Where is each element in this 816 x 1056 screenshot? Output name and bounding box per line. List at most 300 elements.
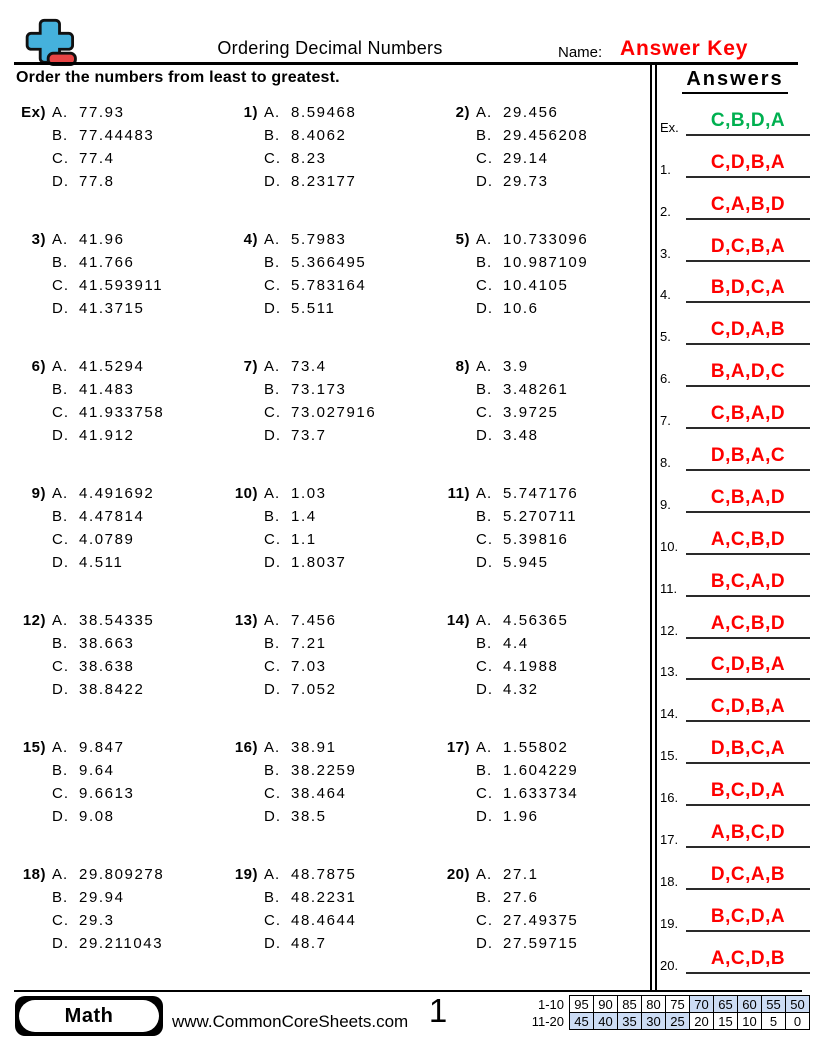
problem-option (264, 147, 356, 170)
answer-value: C,B,D,A (686, 110, 810, 136)
problem-options (476, 736, 578, 863)
option-value: 8.4062 (291, 127, 347, 144)
option-value: 9.6613 (79, 785, 135, 802)
problem-options (52, 355, 164, 482)
option-letter: B. (476, 635, 493, 652)
option-letter: B. (52, 254, 69, 271)
score-cell: 65 (714, 996, 738, 1013)
answer-number: 6. (660, 371, 671, 387)
problem-option (476, 274, 588, 297)
subject-label: Math (19, 1000, 159, 1032)
problem-options (264, 736, 356, 863)
problem-option (476, 401, 568, 424)
option-value: 5.747176 (503, 485, 579, 502)
option-letter: D. (52, 554, 69, 571)
score-table-body (532, 996, 810, 1030)
problem-options (52, 736, 134, 863)
score-cell: 20 (690, 1013, 714, 1030)
option-value: 48.4644 (291, 912, 357, 929)
option-letter: C. (52, 658, 69, 675)
problem-option (52, 805, 134, 828)
option-value: 5.7983 (291, 231, 347, 248)
problem-number: 16) (234, 739, 258, 756)
option-letter: B. (264, 127, 281, 144)
answer-row (660, 597, 810, 639)
answers-panel (660, 68, 810, 974)
option-value: 4.4 (503, 635, 529, 652)
option-value: 10.6 (503, 300, 539, 317)
problem (440, 736, 652, 863)
website-url: www.CommonCoreSheets.com (172, 1012, 409, 1031)
problem-number: 11) (447, 485, 470, 502)
option-value: 1.633734 (503, 785, 579, 802)
answer-value: C,D,B,A (686, 696, 810, 722)
answer-value: B,C,D,A (686, 780, 810, 806)
option-letter: C. (264, 912, 281, 929)
option-letter: A. (264, 358, 281, 375)
option-letter: A. (264, 104, 281, 121)
problem-option (52, 609, 154, 632)
option-value: 38.638 (79, 658, 135, 675)
answer-number: 7. (660, 413, 671, 429)
option-letter: D. (264, 808, 281, 825)
option-value: 3.48 (503, 427, 539, 444)
answer-row (660, 429, 810, 471)
problem-options (264, 863, 356, 990)
score-cell: 30 (642, 1013, 666, 1030)
problem-option (476, 424, 568, 447)
option-letter: A. (476, 612, 493, 629)
option-value: 77.4 (79, 150, 115, 167)
option-letter: A. (52, 485, 69, 502)
problem-option (264, 297, 366, 320)
option-value: 3.9 (503, 358, 529, 375)
option-value: 29.456208 (503, 127, 589, 144)
option-letter: D. (476, 300, 493, 317)
option-value: 4.47814 (79, 508, 145, 525)
option-value: 38.663 (79, 635, 135, 652)
problem-option (52, 505, 154, 528)
answer-row (660, 806, 810, 848)
answer-number: 3. (660, 245, 671, 261)
option-value: 9.08 (79, 808, 115, 825)
option-value: 41.912 (79, 427, 135, 444)
problem-option (476, 932, 578, 955)
option-letter: A. (264, 231, 281, 248)
option-value: 29.809278 (79, 866, 165, 883)
problem (16, 609, 228, 736)
option-letter: C. (264, 404, 281, 421)
option-letter: C. (52, 277, 69, 294)
option-letter: A. (52, 231, 69, 248)
option-value: 29.211043 (79, 935, 164, 952)
option-value: 41.766 (79, 254, 135, 271)
option-value: 27.59715 (503, 935, 579, 952)
answer-number: 10. (660, 538, 679, 554)
answer-value: C,B,A,D (686, 403, 810, 429)
answer-number: 2. (660, 203, 671, 219)
problem-option (264, 782, 356, 805)
problem-option (52, 932, 164, 955)
problem-options (52, 101, 154, 228)
answer-row (660, 680, 810, 722)
problem-number: 6) (31, 358, 46, 375)
problem-option (476, 805, 578, 828)
option-value: 1.55802 (503, 739, 569, 756)
answer-number: 18. (660, 873, 679, 889)
problem-option (476, 759, 578, 782)
problem (440, 482, 652, 609)
option-value: 3.48261 (503, 381, 569, 398)
problem (16, 355, 228, 482)
answer-value: C,D,B,A (686, 152, 810, 178)
option-value: 8.23177 (291, 173, 357, 190)
option-value: 48.7875 (291, 866, 357, 883)
score-cell: 95 (570, 996, 594, 1013)
problem-option (476, 482, 578, 505)
answer-number: 8. (660, 455, 671, 471)
option-letter: B. (476, 508, 493, 525)
problem (228, 863, 440, 990)
option-letter: B. (52, 635, 69, 652)
option-letter: D. (264, 173, 281, 190)
page-number: 1 (428, 992, 448, 1029)
problem-option (476, 909, 578, 932)
answer-row (660, 639, 810, 681)
problem-options (476, 609, 568, 736)
problem-number: 5) (455, 231, 470, 248)
problem-option (264, 805, 356, 828)
answer-value: C,A,B,D (686, 194, 810, 220)
option-value: 38.464 (291, 785, 347, 802)
option-letter: A. (476, 104, 493, 121)
option-letter: C. (52, 531, 69, 548)
option-letter: D. (264, 300, 281, 317)
answer-value: D,C,B,A (686, 236, 810, 262)
problem-option (476, 378, 568, 401)
option-letter: A. (52, 612, 69, 629)
option-value: 5.270711 (503, 508, 578, 525)
problem-option (476, 101, 588, 124)
problem-option (264, 909, 356, 932)
score-cell: 50 (786, 996, 810, 1013)
problem-option (264, 759, 356, 782)
problem (228, 228, 440, 355)
problem-number: 18) (22, 866, 46, 883)
option-letter: D. (476, 173, 493, 190)
problem-option (264, 101, 356, 124)
problem-option (52, 736, 134, 759)
answer-row (660, 220, 810, 262)
problem-option (264, 355, 376, 378)
option-letter: B. (52, 762, 69, 779)
problems-grid (16, 101, 650, 990)
answer-row (660, 513, 810, 555)
problem (16, 736, 228, 863)
option-value: 5.366495 (291, 254, 367, 271)
problem-option (264, 863, 356, 886)
problem-option (52, 297, 163, 320)
answer-value: C,B,A,D (686, 487, 810, 513)
option-value: 8.23 (291, 150, 327, 167)
problem-option (52, 251, 163, 274)
answer-key-label: Answer Key (620, 37, 749, 60)
score-cell: 85 (618, 996, 642, 1013)
option-letter: D. (264, 427, 281, 444)
option-letter: B. (264, 381, 281, 398)
problem-option (264, 932, 356, 955)
option-value: 38.54335 (79, 612, 155, 629)
answer-row (660, 303, 810, 345)
answer-value: B,C,A,D (686, 571, 810, 597)
problem-option (264, 736, 356, 759)
option-letter: B. (264, 508, 281, 525)
problem-option (476, 782, 578, 805)
option-value: 5.511 (291, 300, 336, 317)
problem (228, 482, 440, 609)
answer-row (660, 178, 810, 220)
option-value: 10.4105 (503, 277, 569, 294)
answer-number: 1. (660, 161, 671, 177)
option-value: 77.8 (79, 173, 115, 190)
option-letter: A. (52, 358, 69, 375)
option-letter: B. (476, 254, 493, 271)
problem (440, 355, 652, 482)
option-letter: C. (264, 531, 281, 548)
problem-option (264, 551, 346, 574)
option-value: 41.483 (79, 381, 135, 398)
problem-options (264, 482, 346, 609)
problem-number: 14) (446, 612, 470, 629)
option-letter: D. (52, 681, 69, 698)
option-letter: A. (476, 866, 493, 883)
problem-option (264, 124, 356, 147)
problem-option (264, 378, 376, 401)
answer-value: A,C,D,B (686, 948, 810, 974)
problem-option (52, 355, 164, 378)
option-value: 29.3 (79, 912, 115, 929)
option-value: 38.8422 (79, 681, 145, 698)
problem-number: 20) (446, 866, 470, 883)
instruction-text: Order the numbers from least to greatest. (16, 69, 340, 86)
option-value: 48.2231 (291, 889, 357, 906)
problem-options (264, 228, 366, 355)
problem-number: 7) (243, 358, 258, 375)
answer-value: D,C,A,B (686, 864, 810, 890)
option-value: 41.3715 (79, 300, 145, 317)
answer-value: A,C,B,D (686, 613, 810, 639)
problem (16, 101, 228, 228)
score-cell: 0 (786, 1013, 810, 1030)
option-value: 8.59468 (291, 104, 357, 121)
option-letter: C. (52, 150, 69, 167)
option-value: 1.8037 (291, 554, 347, 571)
answer-number: 19. (660, 915, 679, 931)
answer-number: 4. (660, 287, 671, 303)
problem-option (476, 736, 578, 759)
subject-badge (15, 996, 163, 1036)
answer-value: A,B,C,D (686, 822, 810, 848)
problem-number: 15) (22, 739, 46, 756)
problem (440, 228, 652, 355)
answer-value: C,D,B,A (686, 654, 810, 680)
option-value: 73.4 (291, 358, 327, 375)
answer-number: 17. (660, 832, 679, 848)
problem-option (52, 424, 164, 447)
option-value: 4.0789 (79, 531, 135, 548)
problem (228, 609, 440, 736)
problem-option (52, 378, 164, 401)
score-cell: 70 (690, 996, 714, 1013)
option-letter: B. (52, 127, 69, 144)
problem-options (52, 863, 164, 990)
option-letter: C. (52, 912, 69, 929)
problem-options (476, 355, 568, 482)
option-value: 27.6 (503, 889, 539, 906)
option-letter: A. (52, 866, 69, 883)
answer-row (660, 848, 810, 890)
option-letter: D. (264, 554, 281, 571)
score-range-label: 11-20 (531, 1013, 564, 1029)
option-value: 4.1988 (503, 658, 559, 675)
problem-option (264, 528, 346, 551)
option-value: 41.593911 (79, 277, 164, 294)
problem-number: 2) (455, 104, 470, 121)
problem (440, 609, 652, 736)
option-value: 29.73 (503, 173, 549, 190)
problem-options (476, 228, 588, 355)
score-cell: 60 (738, 996, 762, 1013)
problem-option (52, 170, 154, 193)
answers-list (660, 94, 810, 974)
problem (16, 863, 228, 990)
option-value: 1.1 (291, 531, 317, 548)
option-letter: A. (476, 358, 493, 375)
answer-number: 13. (660, 664, 679, 680)
problem-option (52, 274, 163, 297)
score-cell: 25 (666, 1013, 690, 1030)
answer-row (660, 764, 810, 806)
answer-row (660, 471, 810, 513)
option-letter: C. (476, 277, 493, 294)
problem-option (264, 424, 376, 447)
option-value: 73.027916 (291, 404, 377, 421)
problem-options (476, 863, 578, 990)
option-letter: D. (476, 554, 493, 571)
answer-number: 12. (660, 622, 679, 638)
option-letter: C. (52, 785, 69, 802)
option-value: 27.49375 (503, 912, 579, 929)
option-letter: C. (264, 658, 281, 675)
answers-title: Answers (682, 68, 788, 94)
option-value: 48.7 (291, 935, 327, 952)
problem-option (52, 147, 154, 170)
problem-option (52, 228, 163, 251)
problem-option (52, 528, 154, 551)
problem-options (264, 355, 376, 482)
option-letter: D. (52, 808, 69, 825)
answer-row (660, 722, 810, 764)
problem (440, 101, 652, 228)
option-letter: C. (476, 150, 493, 167)
problem-option (476, 678, 568, 701)
score-cell: 35 (618, 1013, 642, 1030)
score-cell: 80 (642, 996, 666, 1013)
answer-row (660, 262, 810, 304)
problem-option (264, 401, 376, 424)
problem (16, 482, 228, 609)
score-cell: 10 (738, 1013, 762, 1030)
option-value: 38.91 (291, 739, 337, 756)
problem-option (476, 147, 588, 170)
option-value: 9.64 (79, 762, 115, 779)
option-value: 29.94 (79, 889, 125, 906)
problem-option (476, 655, 568, 678)
option-value: 1.96 (503, 808, 539, 825)
answer-row (660, 345, 810, 387)
problem-option (52, 909, 164, 932)
option-value: 41.5294 (79, 358, 145, 375)
answer-value: B,D,C,A (686, 277, 810, 303)
problem-options (476, 101, 588, 228)
problem (228, 101, 440, 228)
problem-number: 19) (234, 866, 258, 883)
problem-option (476, 632, 568, 655)
option-letter: D. (476, 681, 493, 698)
option-letter: D. (476, 808, 493, 825)
problem-option (264, 678, 337, 701)
option-value: 3.9725 (503, 404, 559, 421)
problem-option (476, 886, 578, 909)
score-cell: 90 (594, 996, 618, 1013)
problem-option (476, 228, 588, 251)
problem (228, 355, 440, 482)
option-value: 4.56365 (503, 612, 569, 629)
option-letter: B. (476, 127, 493, 144)
problem-option (264, 228, 366, 251)
option-letter: B. (476, 381, 493, 398)
answer-number: 5. (660, 329, 671, 345)
option-value: 1.03 (291, 485, 327, 502)
name-label: Name: (558, 44, 603, 61)
option-value: 29.456 (503, 104, 559, 121)
option-letter: A. (264, 866, 281, 883)
option-value: 1.604229 (503, 762, 579, 779)
option-value: 5.39816 (503, 531, 569, 548)
option-value: 73.7 (291, 427, 327, 444)
problem-option (52, 482, 154, 505)
option-letter: C. (476, 531, 493, 548)
problem-option (52, 401, 164, 424)
answer-value: D,B,C,A (686, 738, 810, 764)
problem (440, 863, 652, 990)
page-title: Ordering Decimal Numbers (217, 38, 443, 58)
option-letter: B. (52, 508, 69, 525)
answer-row (660, 932, 810, 974)
option-letter: C. (476, 404, 493, 421)
answer-row (660, 136, 810, 178)
option-letter: B. (264, 254, 281, 271)
option-letter: B. (52, 381, 69, 398)
option-letter: B. (264, 889, 281, 906)
problem-option (476, 355, 568, 378)
option-letter: D. (52, 427, 69, 444)
problem-number: 1) (243, 104, 258, 121)
answer-row (660, 555, 810, 597)
answer-row (660, 94, 810, 136)
problem-option (52, 124, 154, 147)
problem-options (264, 609, 337, 736)
